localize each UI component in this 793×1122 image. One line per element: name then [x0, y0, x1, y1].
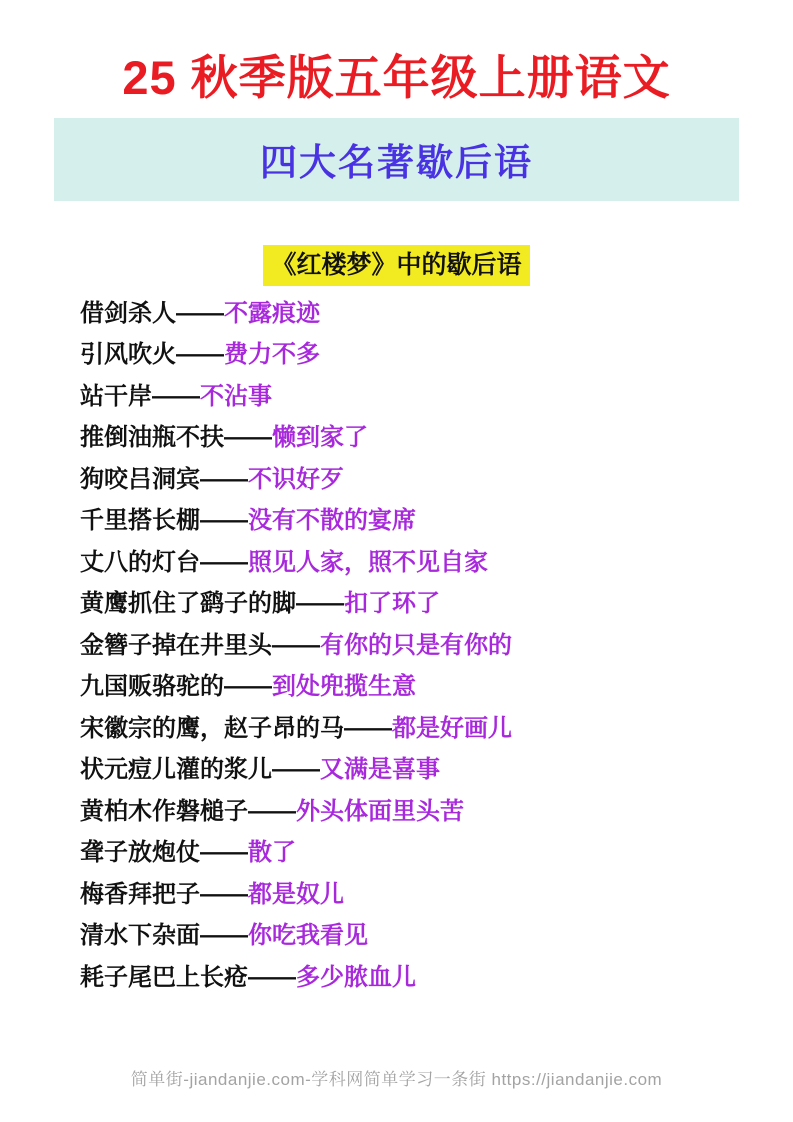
xiehouyu-item: [80, 791, 793, 833]
item-dash: ——: [200, 465, 248, 493]
item-question: 黄柏木作磐槌子: [80, 797, 248, 825]
item-dash: ——: [200, 880, 248, 908]
item-question: 站干岸: [80, 382, 152, 410]
item-dash: ——: [176, 299, 224, 327]
item-dash: ——: [224, 424, 272, 452]
item-dash: ——: [152, 382, 200, 410]
item-question: 聋子放炮仗: [80, 839, 200, 867]
item-question: 金簪子掉在井里头: [80, 631, 272, 659]
item-answer: 又满是喜事: [320, 756, 440, 784]
xiehouyu-item: [80, 708, 793, 750]
xiehouyu-item: [80, 915, 793, 957]
item-question: 千里搭长棚: [80, 507, 200, 535]
xiehouyu-item: [80, 417, 793, 459]
xiehouyu-item: [80, 500, 793, 542]
xiehouyu-item: [80, 293, 793, 335]
item-answer: 多少脓血儿: [296, 963, 416, 991]
item-answer: 外头体面里头苦: [296, 797, 464, 825]
item-answer: 散了: [248, 839, 296, 867]
section-heading-wrap: [0, 245, 793, 286]
item-answer: 都是奴儿: [248, 880, 344, 908]
xiehouyu-item: [80, 666, 793, 708]
item-answer: 没有不散的宴席: [248, 507, 416, 535]
item-answer: 不露痕迹: [224, 299, 320, 327]
item-answer: 费力不多: [224, 341, 320, 369]
item-question: 狗咬吕洞宾: [80, 465, 200, 493]
xiehouyu-item: [80, 957, 793, 999]
item-answer: 不沾事: [200, 382, 272, 410]
item-dash: ——: [296, 590, 344, 618]
item-answer: 有你的只是有你的: [320, 631, 512, 659]
item-question: 梅香拜把子: [80, 880, 200, 908]
item-answer: 不识好歹: [248, 465, 344, 493]
item-dash: ——: [200, 839, 248, 867]
item-answer: 照见人家，照不见自家: [248, 548, 488, 576]
item-question: 借剑杀人: [80, 299, 176, 327]
item-answer: 到处兜揽生意: [272, 673, 416, 701]
item-answer: 扣了环了: [344, 590, 440, 618]
item-question: 状元痘儿灌的浆儿: [80, 756, 272, 784]
item-question: 耗子尾巴上长疮: [80, 963, 248, 991]
banner: [54, 118, 739, 201]
footer-watermark: 简单街-jiandanjie.com-学科网简单学习一条街 https://jiandanjie.com: [130, 1070, 663, 1089]
xiehouyu-item: [80, 832, 793, 874]
item-question: 推倒油瓶不扶: [80, 424, 224, 452]
item-answer: 都是好画儿: [392, 714, 512, 742]
section-heading: 《红楼梦》中的歇后语: [263, 245, 529, 286]
item-dash: ——: [176, 341, 224, 369]
banner-title: 四大名著歇后语: [260, 142, 533, 184]
xiehouyu-item: [80, 583, 793, 625]
item-dash: ——: [248, 963, 296, 991]
item-dash: ——: [200, 922, 248, 950]
xiehouyu-item: [80, 749, 793, 791]
page-title: 25 秋季版五年级上册语文: [122, 51, 671, 104]
item-dash: ——: [200, 507, 248, 535]
xiehouyu-item: [80, 625, 793, 667]
xiehouyu-item: [80, 874, 793, 916]
item-dash: ——: [272, 756, 320, 784]
item-question: 丈八的灯台: [80, 548, 200, 576]
xiehouyu-list: [80, 293, 793, 999]
item-question: 九国贩骆驼的: [80, 673, 224, 701]
item-question: 黄鹰抓住了鹞子的脚: [80, 590, 296, 618]
xiehouyu-item: [80, 542, 793, 584]
item-question: 清水下杂面: [80, 922, 200, 950]
xiehouyu-item: [80, 376, 793, 418]
xiehouyu-item: [80, 459, 793, 501]
xiehouyu-item: [80, 334, 793, 376]
item-question: 引风吹火: [80, 341, 176, 369]
item-dash: ——: [272, 631, 320, 659]
item-dash: ——: [344, 714, 392, 742]
item-dash: ——: [248, 797, 296, 825]
item-answer: 懒到家了: [272, 424, 368, 452]
item-answer: 你吃我看见: [248, 922, 368, 950]
item-dash: ——: [200, 548, 248, 576]
item-question: 宋徽宗的鹰，赵子昂的马: [80, 714, 344, 742]
item-dash: ——: [224, 673, 272, 701]
